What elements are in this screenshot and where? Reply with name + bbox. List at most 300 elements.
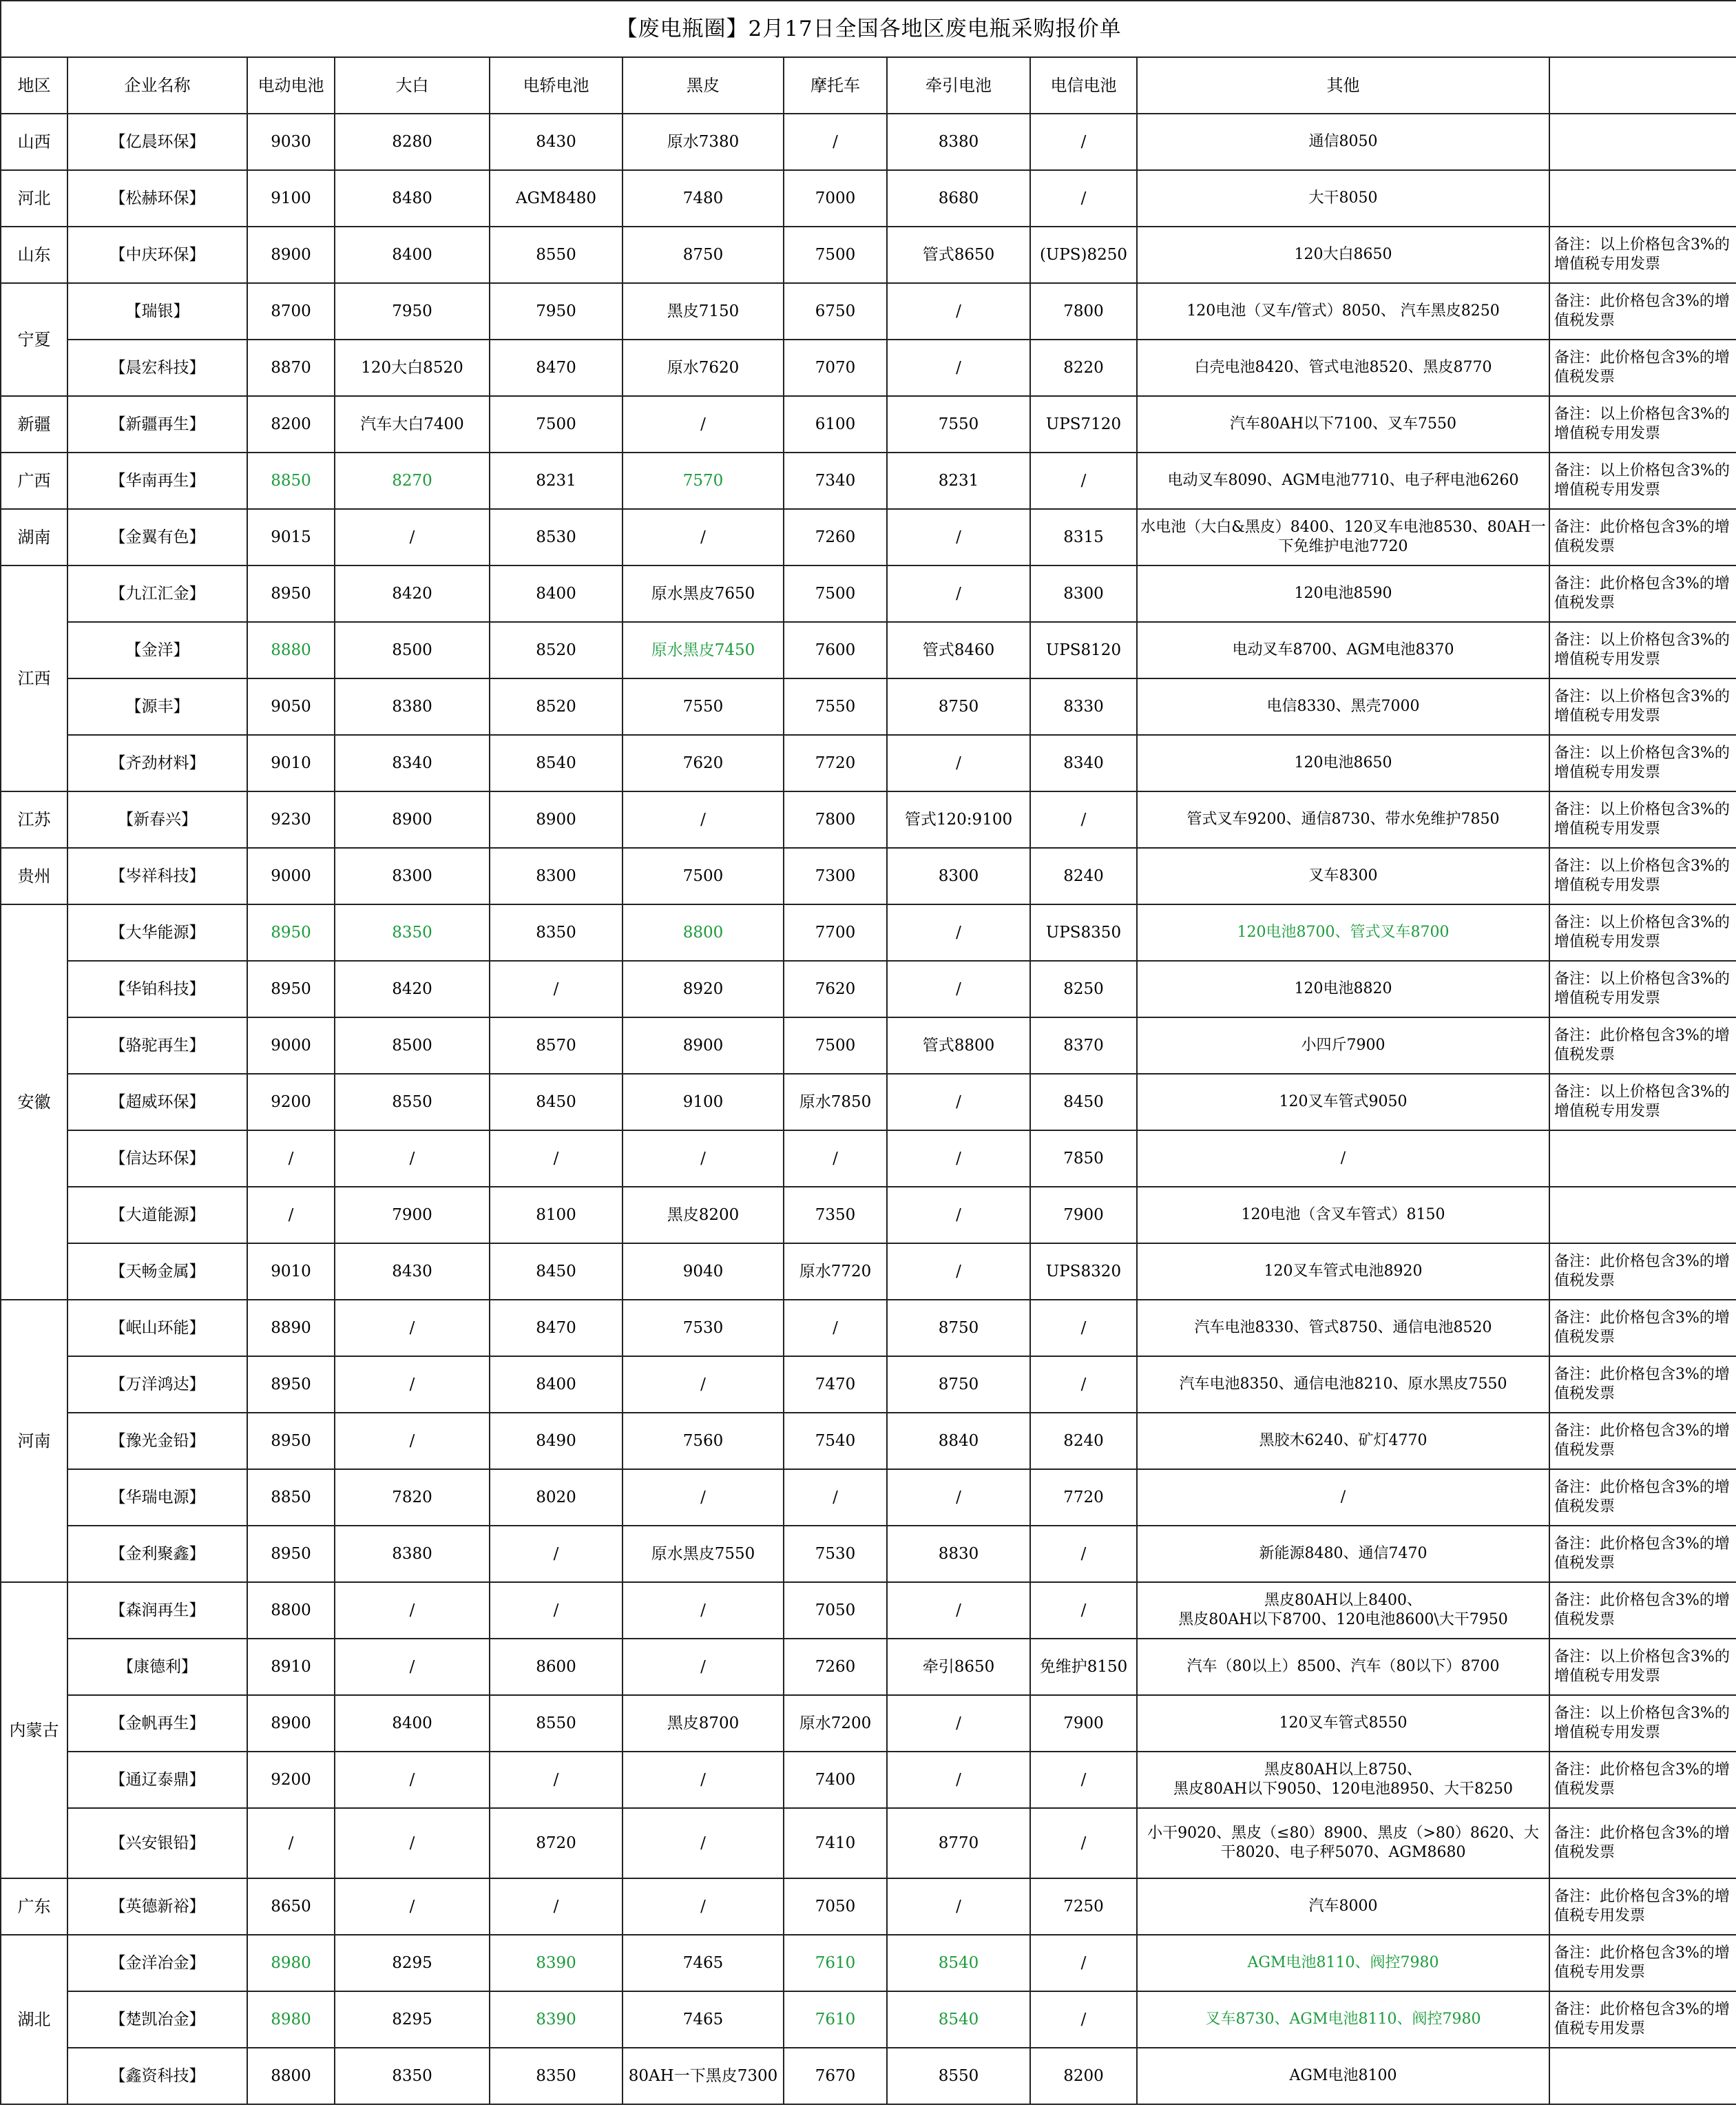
table-row: [1, 791, 1736, 848]
telecom-battery-cell: /: [1030, 1752, 1137, 1808]
car-battery-cell: 8600: [490, 1639, 623, 1695]
company-name-cell: 【金帆再生】: [67, 1695, 247, 1752]
other-cell: 汽车（80以上）8500、汽车（80以下）8700: [1137, 1639, 1549, 1695]
telecom-battery-cell: 8370: [1030, 1017, 1137, 1074]
traction-battery-cell: /: [887, 565, 1030, 622]
note-cell: 备注：以上价格包含3%的增值税专用发票: [1549, 1695, 1736, 1752]
note-cell: 备注：此价格包含3%的增值税发票: [1549, 1356, 1736, 1413]
traction-battery-cell: /: [887, 904, 1030, 961]
heipi-cell: /: [623, 1808, 784, 1878]
motorcycle-cell: 7260: [784, 509, 887, 565]
company-name-cell: 【岷山环能】: [67, 1300, 247, 1356]
company-name-cell: 【源丰】: [67, 678, 247, 735]
note-cell: 备注：以上价格包含3%的增值税专用发票: [1549, 453, 1736, 509]
company-name-cell: 【亿晨环保】: [67, 114, 247, 170]
header-region: 地区: [1, 57, 67, 114]
note-cell: [1549, 2048, 1736, 2104]
table-body: [1, 1, 1736, 2104]
other-cell: 120叉车管式8550: [1137, 1695, 1549, 1752]
dabai-cell: 8900: [335, 791, 490, 848]
telecom-battery-cell: 8340: [1030, 735, 1137, 791]
car-battery-cell: 8720: [490, 1808, 623, 1878]
other-cell: /: [1137, 1130, 1549, 1187]
company-name-cell: 【金翼有色】: [67, 509, 247, 565]
ev-battery-cell: 8950: [247, 1413, 335, 1469]
dabai-cell: 8380: [335, 1526, 490, 1582]
other-cell: 120电池（叉车/管式）8050、 汽车黑皮8250: [1137, 283, 1549, 340]
header-other: 其他: [1137, 57, 1549, 114]
ev-battery-cell: 8200: [247, 396, 335, 453]
traction-battery-cell: 8750: [887, 1356, 1030, 1413]
heipi-cell: 8750: [623, 227, 784, 283]
note-cell: 备注：此价格包含3%的增值税发票: [1549, 1243, 1736, 1300]
traction-battery-cell: 牵引8650: [887, 1639, 1030, 1695]
ev-battery-cell: 9200: [247, 1074, 335, 1130]
heipi-cell: 9100: [623, 1074, 784, 1130]
telecom-battery-cell: /: [1030, 1300, 1137, 1356]
company-name-cell: 【信达环保】: [67, 1130, 247, 1187]
traction-battery-cell: 管式8460: [887, 622, 1030, 678]
heipi-cell: 7550: [623, 678, 784, 735]
company-name-cell: 【天畅金属】: [67, 1243, 247, 1300]
heipi-cell: /: [623, 1639, 784, 1695]
header-car-battery: 电轿电池: [490, 57, 623, 114]
dabai-cell: /: [335, 1582, 490, 1639]
note-cell: 备注：以上价格包含3%的增值税专用发票: [1549, 1074, 1736, 1130]
motorcycle-cell: 7300: [784, 848, 887, 904]
motorcycle-cell: 7670: [784, 2048, 887, 2104]
company-name-cell: 【金利聚鑫】: [67, 1526, 247, 1582]
car-battery-cell: 8350: [490, 2048, 623, 2104]
traction-battery-cell: /: [887, 1695, 1030, 1752]
region-cell: 湖南: [1, 509, 67, 565]
traction-battery-cell: 8750: [887, 1300, 1030, 1356]
region-cell: 贵州: [1, 848, 67, 904]
traction-battery-cell: 8770: [887, 1808, 1030, 1878]
ev-battery-cell: 9030: [247, 114, 335, 170]
note-cell: 备注：此价格包含3%的增值税发票: [1549, 1582, 1736, 1639]
ev-battery-cell: 8800: [247, 1582, 335, 1639]
other-cell: 电动叉车8090、AGM电池7710、电子秤电池6260: [1137, 453, 1549, 509]
motorcycle-cell: 7620: [784, 961, 887, 1017]
other-cell: 120电池8590: [1137, 565, 1549, 622]
company-name-cell: 【九江汇金】: [67, 565, 247, 622]
dabai-cell: 8420: [335, 961, 490, 1017]
telecom-battery-cell: /: [1030, 1526, 1137, 1582]
dabai-cell: 8400: [335, 1695, 490, 1752]
region-cell: 山东: [1, 227, 67, 283]
company-name-cell: 【中庆环保】: [67, 227, 247, 283]
company-name-cell: 【齐劲材料】: [67, 735, 247, 791]
heipi-cell: 7500: [623, 848, 784, 904]
dabai-cell: /: [335, 1130, 490, 1187]
ev-battery-cell: 8850: [247, 453, 335, 509]
traction-battery-cell: 8300: [887, 848, 1030, 904]
other-cell: AGM电池8110、阀控7980: [1137, 1935, 1549, 1991]
note-cell: 备注：以上价格包含3%的增值税专用发票: [1549, 1639, 1736, 1695]
telecom-battery-cell: 7900: [1030, 1187, 1137, 1243]
car-battery-cell: 8430: [490, 114, 623, 170]
other-cell: 管式叉车9200、通信8730、带水免维护7850: [1137, 791, 1549, 848]
dabai-cell: 7950: [335, 283, 490, 340]
motorcycle-cell: 6100: [784, 396, 887, 453]
sheet-title: 【废电瓶圈】2月17日全国各地区废电瓶采购报价单: [1, 1, 1736, 57]
table-row: [1, 1413, 1736, 1469]
other-cell: 120电池8700、管式叉车8700: [1137, 904, 1549, 961]
car-battery-cell: 8350: [490, 904, 623, 961]
motorcycle-cell: 7550: [784, 678, 887, 735]
motorcycle-cell: 7500: [784, 565, 887, 622]
telecom-battery-cell: 8240: [1030, 1413, 1137, 1469]
header-telecom-battery: 电信电池: [1030, 57, 1137, 114]
telecom-battery-cell: 8315: [1030, 509, 1137, 565]
car-battery-cell: 8100: [490, 1187, 623, 1243]
dabai-cell: 8270: [335, 453, 490, 509]
motorcycle-cell: 7070: [784, 340, 887, 396]
heipi-cell: 黑皮8700: [623, 1695, 784, 1752]
table-row: [1, 1243, 1736, 1300]
traction-battery-cell: 8540: [887, 1991, 1030, 2048]
motorcycle-cell: /: [784, 1469, 887, 1526]
company-name-cell: 【超威环保】: [67, 1074, 247, 1130]
car-battery-cell: 8550: [490, 1695, 623, 1752]
car-battery-cell: 8390: [490, 1991, 623, 2048]
company-name-cell: 【森润再生】: [67, 1582, 247, 1639]
telecom-battery-cell: 8220: [1030, 340, 1137, 396]
heipi-cell: 8920: [623, 961, 784, 1017]
company-name-cell: 【新疆再生】: [67, 396, 247, 453]
table-row: [1, 1187, 1736, 1243]
traction-battery-cell: 8231: [887, 453, 1030, 509]
car-battery-cell: 8540: [490, 735, 623, 791]
table-row: [1, 565, 1736, 622]
dabai-cell: 8350: [335, 2048, 490, 2104]
other-cell: 水电池（大白&黑皮）8400、120叉车电池8530、80AH一下免维护电池7720: [1137, 509, 1549, 565]
dabai-cell: /: [335, 1300, 490, 1356]
header-note: [1549, 57, 1736, 114]
heipi-cell: /: [623, 1356, 784, 1413]
car-battery-cell: 8530: [490, 509, 623, 565]
car-battery-cell: 8300: [490, 848, 623, 904]
car-battery-cell: /: [490, 1582, 623, 1639]
telecom-battery-cell: /: [1030, 1935, 1137, 1991]
telecom-battery-cell: 8330: [1030, 678, 1137, 735]
ev-battery-cell: 8900: [247, 1695, 335, 1752]
telecom-battery-cell: UPS8350: [1030, 904, 1137, 961]
table-row: [1, 1582, 1736, 1639]
ev-battery-cell: 8950: [247, 1356, 335, 1413]
car-battery-cell: /: [490, 1526, 623, 1582]
note-cell: [1549, 114, 1736, 170]
other-cell: 叉车8300: [1137, 848, 1549, 904]
note-cell: 备注：以上价格包含3%的增值税专用发票: [1549, 961, 1736, 1017]
heipi-cell: 7570: [623, 453, 784, 509]
ev-battery-cell: 8900: [247, 227, 335, 283]
region-cell: 江苏: [1, 791, 67, 848]
ev-battery-cell: 9100: [247, 170, 335, 227]
region-cell: 广东: [1, 1878, 67, 1935]
heipi-cell: 8800: [623, 904, 784, 961]
motorcycle-cell: 7050: [784, 1878, 887, 1935]
motorcycle-cell: /: [784, 1300, 887, 1356]
heipi-cell: 7465: [623, 1935, 784, 1991]
ev-battery-cell: 8950: [247, 904, 335, 961]
note-cell: 备注：以上价格包含3%的增值税专用发票: [1549, 396, 1736, 453]
car-battery-cell: 8470: [490, 1300, 623, 1356]
car-battery-cell: AGM8480: [490, 170, 623, 227]
company-name-cell: 【楚凯冶金】: [67, 1991, 247, 2048]
other-cell: 120大白8650: [1137, 227, 1549, 283]
dabai-cell: 8300: [335, 848, 490, 904]
other-cell: 大干8050: [1137, 170, 1549, 227]
note-cell: 备注：此价格包含3%的增值税发票: [1549, 340, 1736, 396]
table-row: [1, 1130, 1736, 1187]
ev-battery-cell: 8650: [247, 1878, 335, 1935]
dabai-cell: 8400: [335, 227, 490, 283]
motorcycle-cell: 原水7720: [784, 1243, 887, 1300]
other-cell: 新能源8480、通信7470: [1137, 1526, 1549, 1582]
telecom-battery-cell: 8300: [1030, 565, 1137, 622]
table-row: [1, 340, 1736, 396]
table-row: [1, 735, 1736, 791]
traction-battery-cell: /: [887, 509, 1030, 565]
company-name-cell: 【金洋】: [67, 622, 247, 678]
heipi-cell: /: [623, 1878, 784, 1935]
table-row: [1, 1526, 1736, 1582]
motorcycle-cell: 7540: [784, 1413, 887, 1469]
dabai-cell: 8380: [335, 678, 490, 735]
ev-battery-cell: 8950: [247, 961, 335, 1017]
ev-battery-cell: 9010: [247, 735, 335, 791]
telecom-battery-cell: 8200: [1030, 2048, 1137, 2104]
note-cell: 备注：此价格包含3%的增值税专用发票: [1549, 1878, 1736, 1935]
traction-battery-cell: 8380: [887, 114, 1030, 170]
dabai-cell: /: [335, 1808, 490, 1878]
other-cell: 电信8330、黑壳7000: [1137, 678, 1549, 735]
motorcycle-cell: 7530: [784, 1526, 887, 1582]
car-battery-cell: 8400: [490, 1356, 623, 1413]
company-name-cell: 【松赫环保】: [67, 170, 247, 227]
traction-battery-cell: 8550: [887, 2048, 1030, 2104]
table-row: [1, 114, 1736, 170]
ev-battery-cell: 9000: [247, 1017, 335, 1074]
motorcycle-cell: 7500: [784, 227, 887, 283]
telecom-battery-cell: /: [1030, 1808, 1137, 1878]
heipi-cell: /: [623, 509, 784, 565]
dabai-cell: 8295: [335, 1935, 490, 1991]
ev-battery-cell: 8910: [247, 1639, 335, 1695]
other-cell: 黑胶木6240、矿灯4770: [1137, 1413, 1549, 1469]
company-name-cell: 【康德利】: [67, 1639, 247, 1695]
other-cell: AGM电池8100: [1137, 2048, 1549, 2104]
ev-battery-cell: 9200: [247, 1752, 335, 1808]
heipi-cell: 7530: [623, 1300, 784, 1356]
ev-battery-cell: 8980: [247, 1935, 335, 1991]
note-cell: 备注：以上价格包含3%的增值税专用发票: [1549, 904, 1736, 961]
motorcycle-cell: 7410: [784, 1808, 887, 1878]
dabai-cell: 8280: [335, 114, 490, 170]
other-cell: 120电池（含叉车管式）8150: [1137, 1187, 1549, 1243]
motorcycle-cell: 7400: [784, 1752, 887, 1808]
company-name-cell: 【瑞银】: [67, 283, 247, 340]
company-name-cell: 【大华能源】: [67, 904, 247, 961]
note-cell: 备注：此价格包含3%的增值税发票: [1549, 1808, 1736, 1878]
heipi-cell: 7465: [623, 1991, 784, 2048]
car-battery-cell: /: [490, 1878, 623, 1935]
ev-battery-cell: /: [247, 1808, 335, 1878]
region-cell: 河南: [1, 1300, 67, 1582]
note-cell: 备注：以上价格包含3%的增值税专用发票: [1549, 848, 1736, 904]
motorcycle-cell: 7470: [784, 1356, 887, 1413]
heipi-cell: 7620: [623, 735, 784, 791]
ev-battery-cell: 9010: [247, 1243, 335, 1300]
traction-battery-cell: 7550: [887, 396, 1030, 453]
dabai-cell: /: [335, 1413, 490, 1469]
motorcycle-cell: 7260: [784, 1639, 887, 1695]
heipi-cell: 9040: [623, 1243, 784, 1300]
heipi-cell: 原水黑皮7450: [623, 622, 784, 678]
car-battery-cell: 8470: [490, 340, 623, 396]
telecom-battery-cell: UPS8120: [1030, 622, 1137, 678]
motorcycle-cell: 7340: [784, 453, 887, 509]
car-battery-cell: 8570: [490, 1017, 623, 1074]
other-cell: 汽车电池8350、通信电池8210、原水黑皮7550: [1137, 1356, 1549, 1413]
region-cell: 湖北: [1, 1935, 67, 2104]
note-cell: 备注：此价格包含3%的增值税发票: [1549, 509, 1736, 565]
traction-battery-cell: /: [887, 961, 1030, 1017]
telecom-battery-cell: /: [1030, 170, 1137, 227]
company-name-cell: 【大道能源】: [67, 1187, 247, 1243]
table-row: [1, 170, 1736, 227]
telecom-battery-cell: /: [1030, 1991, 1137, 2048]
dabai-cell: 8295: [335, 1991, 490, 2048]
note-cell: [1549, 1130, 1736, 1187]
title-row: [1, 1, 1736, 57]
car-battery-cell: 8400: [490, 565, 623, 622]
heipi-cell: 原水黑皮7550: [623, 1526, 784, 1582]
table-row: [1, 1695, 1736, 1752]
other-cell: 120电池8820: [1137, 961, 1549, 1017]
region-cell: 宁夏: [1, 283, 67, 396]
company-name-cell: 【华南再生】: [67, 453, 247, 509]
traction-battery-cell: 8540: [887, 1935, 1030, 1991]
heipi-cell: 7560: [623, 1413, 784, 1469]
dabai-cell: 120大白8520: [335, 340, 490, 396]
traction-battery-cell: /: [887, 340, 1030, 396]
dabai-cell: /: [335, 509, 490, 565]
note-cell: 备注：以上价格包含3%的增值税专用发票: [1549, 227, 1736, 283]
table-row: [1, 1991, 1736, 2048]
car-battery-cell: /: [490, 1130, 623, 1187]
note-cell: 备注：此价格包含3%的增值税发票: [1549, 1752, 1736, 1808]
heipi-cell: /: [623, 1130, 784, 1187]
car-battery-cell: 8900: [490, 791, 623, 848]
region-cell: 新疆: [1, 396, 67, 453]
region-cell: 广西: [1, 453, 67, 509]
heipi-cell: 原水黑皮7650: [623, 565, 784, 622]
motorcycle-cell: 7500: [784, 1017, 887, 1074]
traction-battery-cell: 8750: [887, 678, 1030, 735]
company-name-cell: 【通辽泰鼎】: [67, 1752, 247, 1808]
heipi-cell: /: [623, 1469, 784, 1526]
car-battery-cell: 8520: [490, 678, 623, 735]
company-name-cell: 【华瑞电源】: [67, 1469, 247, 1526]
ev-battery-cell: /: [247, 1130, 335, 1187]
header-ev-battery: 电动电池: [247, 57, 335, 114]
company-name-cell: 【兴安银铅】: [67, 1808, 247, 1878]
note-cell: 备注：此价格包含3%的增值税发票: [1549, 565, 1736, 622]
heipi-cell: /: [623, 1752, 784, 1808]
note-cell: 备注：此价格包含3%的增值税发票: [1549, 1413, 1736, 1469]
traction-battery-cell: 8680: [887, 170, 1030, 227]
car-battery-cell: 7500: [490, 396, 623, 453]
table-row: [1, 283, 1736, 340]
car-battery-cell: /: [490, 961, 623, 1017]
other-cell: 汽车80AH以下7100、叉车7550: [1137, 396, 1549, 453]
table-row: [1, 678, 1736, 735]
header-dabai: 大白: [335, 57, 490, 114]
note-cell: 备注：此价格包含3%的增值税发票: [1549, 1469, 1736, 1526]
dabai-cell: 8350: [335, 904, 490, 961]
other-cell: 汽车8000: [1137, 1878, 1549, 1935]
telecom-battery-cell: 8250: [1030, 961, 1137, 1017]
note-cell: [1549, 170, 1736, 227]
telecom-battery-cell: 7850: [1030, 1130, 1137, 1187]
table-row: [1, 904, 1736, 961]
ev-battery-cell: 9015: [247, 509, 335, 565]
telecom-battery-cell: 8450: [1030, 1074, 1137, 1130]
table-row: [1, 453, 1736, 509]
table-row: [1, 1639, 1736, 1695]
telecom-battery-cell: 8240: [1030, 848, 1137, 904]
region-cell: 山西: [1, 114, 67, 170]
table-row: [1, 1935, 1736, 1991]
dabai-cell: 8500: [335, 622, 490, 678]
telecom-battery-cell: UPS8320: [1030, 1243, 1137, 1300]
ev-battery-cell: 8700: [247, 283, 335, 340]
motorcycle-cell: 7610: [784, 1991, 887, 2048]
note-cell: 备注：以上价格包含3%的增值税专用发票: [1549, 678, 1736, 735]
other-cell: /: [1137, 1469, 1549, 1526]
telecom-battery-cell: (UPS)8250: [1030, 227, 1137, 283]
traction-battery-cell: 管式8800: [887, 1017, 1030, 1074]
telecom-battery-cell: 7250: [1030, 1878, 1137, 1935]
traction-battery-cell: 管式120:9100: [887, 791, 1030, 848]
dabai-cell: /: [335, 1356, 490, 1413]
dabai-cell: 8430: [335, 1243, 490, 1300]
car-battery-cell: 8390: [490, 1935, 623, 1991]
header-motorcycle: 摩托车: [784, 57, 887, 114]
traction-battery-cell: /: [887, 1878, 1030, 1935]
table-row: [1, 1300, 1736, 1356]
ev-battery-cell: 8800: [247, 2048, 335, 2104]
heipi-cell: 黑皮7150: [623, 283, 784, 340]
traction-battery-cell: /: [887, 1469, 1030, 1526]
telecom-battery-cell: /: [1030, 1356, 1137, 1413]
company-name-cell: 【华铂科技】: [67, 961, 247, 1017]
table-row: [1, 848, 1736, 904]
region-cell: 河北: [1, 170, 67, 227]
motorcycle-cell: 7720: [784, 735, 887, 791]
telecom-battery-cell: 7900: [1030, 1695, 1137, 1752]
car-battery-cell: 8520: [490, 622, 623, 678]
region-cell: 内蒙古: [1, 1582, 67, 1878]
note-cell: 备注：此价格包含3%的增值税发票: [1549, 1017, 1736, 1074]
heipi-cell: /: [623, 1582, 784, 1639]
note-cell: 备注：此价格包含3%的增值税专用发票: [1549, 1935, 1736, 1991]
company-name-cell: 【豫光金铅】: [67, 1413, 247, 1469]
dabai-cell: 7900: [335, 1187, 490, 1243]
